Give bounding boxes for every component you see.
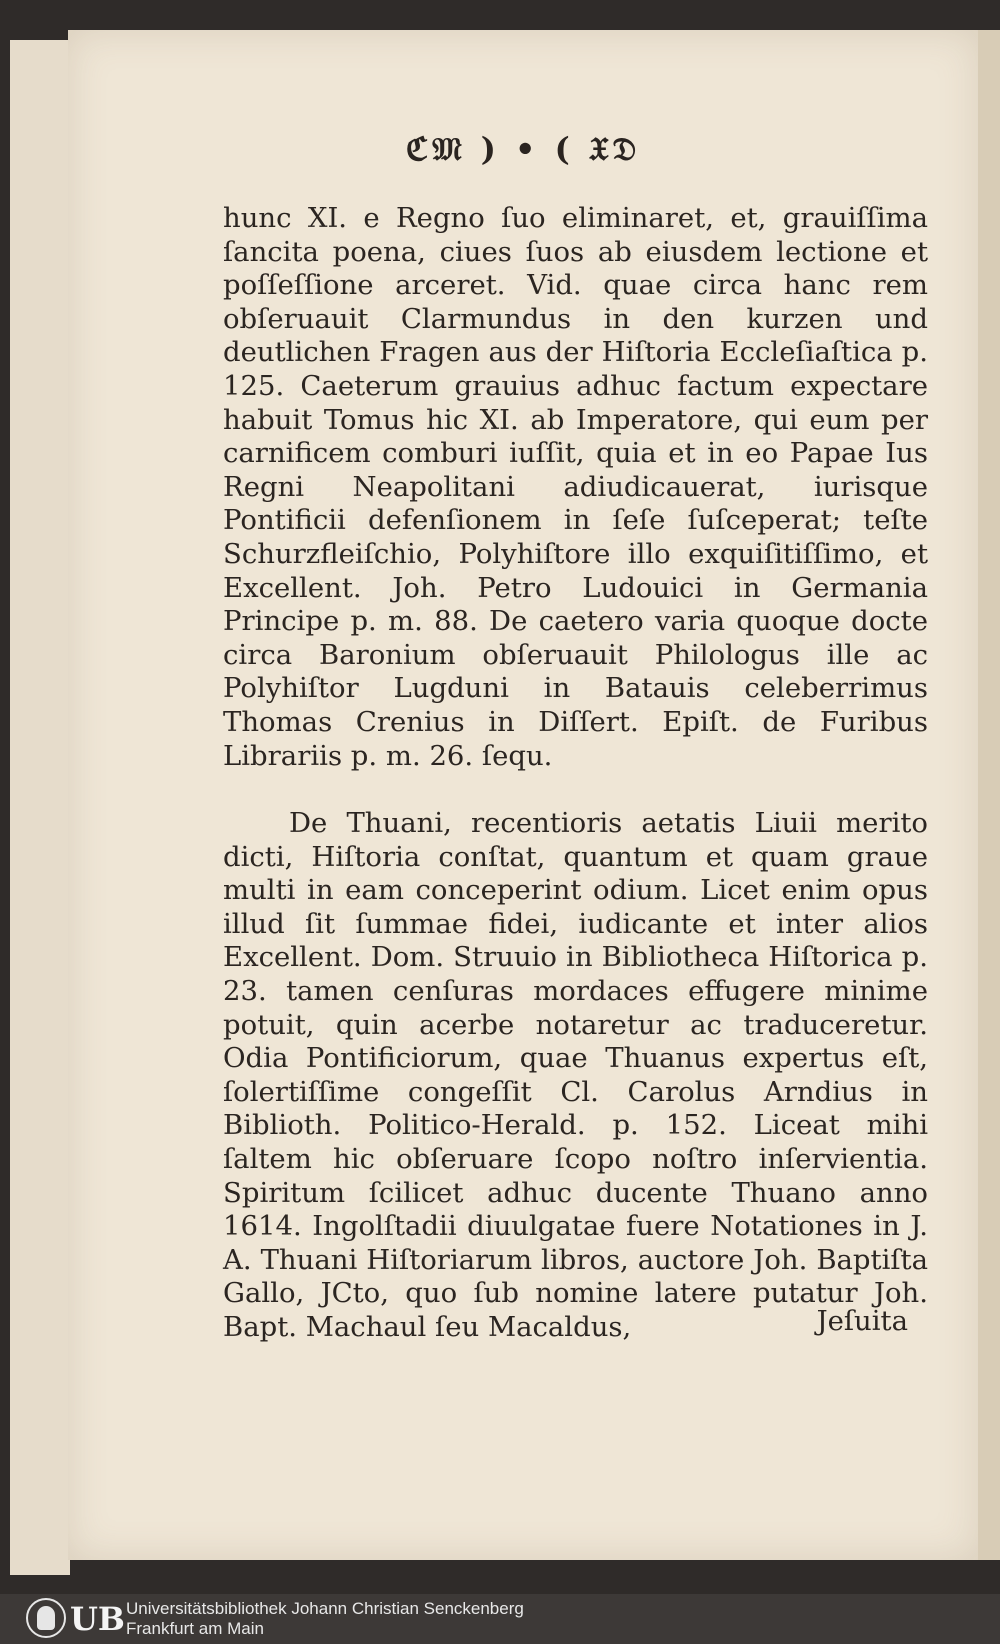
library-name-line2: Frankfurt am Main <box>126 1619 264 1638</box>
book-page <box>68 30 978 1560</box>
library-footer <box>0 1594 1000 1644</box>
paragraph-2: De Thuani, recentioris aetatis Liuii merito dicti, Hiſtoria conſtat, quantum et quam graue multi in eam conceperint odium. Licet enim opus illud ſit ſummae fidei, iudicante et inter alios Excellent. Dom. Struuio in Bibliotheca Hiſtorica p. 23. tamen cenſuras mordaces effugere minime potuit, quin acerbe notaretur ac traduceretur. Odia Pontificiorum, quae Thuanus expertus eſt, ſolertiſſime congeſſit Cl. Carolus Arndius in Biblioth. Politico-Herald. p. 152. Liceat mihi ſaltem hic obſeruare ſcopo noſtro inſervientia. Spiritum ſcilicet adhuc ducente Thuano anno 1614. Ingolſtadii diuulgatae fuere Notationes in J. A. Thuani Hiſtoriarum libros, auctore Joh. Baptiſta Gallo, JCto, quo ſub nomine latere putatur Joh. Bapt. Machaul ſeu Macaldus, <box>223 807 928 1343</box>
logo-text: UB <box>70 1600 125 1638</box>
library-logo[interactable] <box>26 1598 125 1640</box>
next-page-edge <box>978 30 1000 1560</box>
library-name-line1: Universitätsbibliothek Johann Christian Senckenberg <box>126 1599 524 1618</box>
paragraph-1: hunc XI. e Regno ſuo eliminaret, et, grauiſſima ſancita poena, ciues ſuos ab eiusdem lectione et poſſeſſione arceret. Vid. quae circa hanc rem obſeruauit Clarmundus in den kurzen und deutlichen Fragen aus der Hiſtoria Eccleſiaſtica p. 125. Caeterum grauius adhuc factum expectare habuit Tomus hic XI. ab Imperatore, qui eum per carnificem comburi iuſſit, quia et in eo Papae Ius Regni Neapolitani adiudicauerat, iurisque Pontificii defenſionem in ſeſe ſuſceperat; teſte Schurzfleiſchio, Polyhiſtore illo exquiſitiſſimo, et Excellent. Joh. Petro Ludouici in Germania Principe p. m. 88. De caetero varia quoque docte circa Baronium obſeruauit Philologus ille ac Polyhiſtor Lugduni in Batauis celeberrimus Thomas Crenius in Diſſert. Epiſt. de Furibus Librariis p. m. 26. ſequ. <box>223 202 928 772</box>
body-text <box>223 202 928 1345</box>
catchword: Jeſuita <box>816 1305 908 1337</box>
seal-icon <box>26 1598 66 1638</box>
facing-page-edge <box>10 40 70 1575</box>
library-name <box>126 1599 524 1639</box>
running-head: ℭ𝔐 ) • ( 𝔛𝔇 <box>405 130 641 168</box>
